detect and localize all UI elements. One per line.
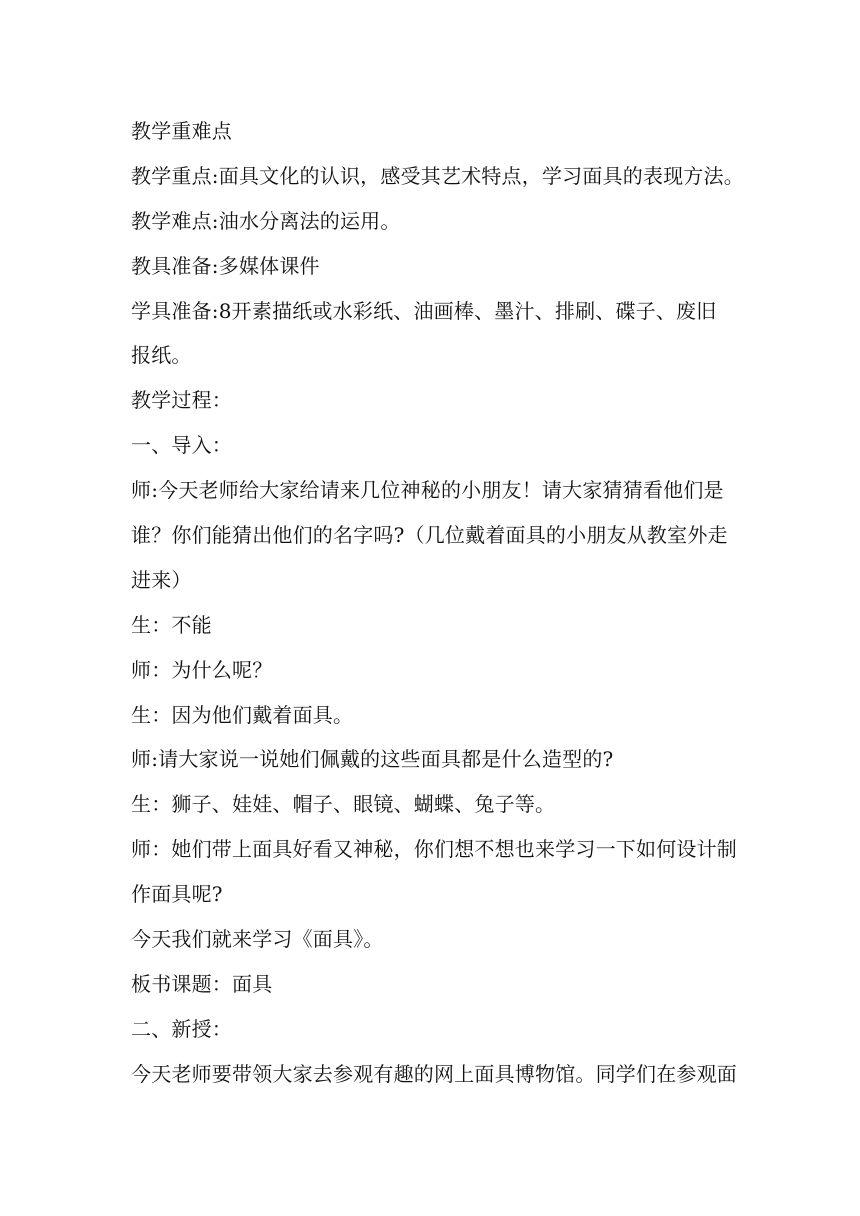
document-body xyxy=(131,109,744,1097)
text-line: 教学重点:面具文化的认识，感受其艺术特点，学习面具的表现方法。 xyxy=(131,163,744,188)
text-line: 作面具呢? xyxy=(131,882,223,907)
text-line: 生：因为他们戴着面具。 xyxy=(131,702,354,727)
text-line: 师:请大家说一说她们佩戴的这些面具都是什么造型的? xyxy=(131,747,614,772)
text-line: 板书课题：面具 xyxy=(131,971,273,996)
text-line: 报纸。 xyxy=(131,343,192,368)
text-line: 生：不能 xyxy=(131,612,212,637)
section-heading-new-lesson: 二、新授： xyxy=(131,1016,232,1041)
text-line: 师：她们带上面具好看又神秘，你们想不想也来学习一下如何设计制 xyxy=(131,837,737,862)
text-line: 今天老师要带领大家去参观有趣的网上面具博物馆。同学们在参观面 xyxy=(131,1061,737,1086)
text-line: 师:今天老师给大家给请来几位神秘的小朋友！请大家猜猜看他们是 xyxy=(131,478,724,503)
text-line: 生：狮子、娃娃、帽子、眼镜、蝴蝶、兔子等。 xyxy=(131,792,556,817)
text-line: 进来） xyxy=(131,567,192,592)
text-line: 教具准备:多媒体课件 xyxy=(131,253,320,278)
text-line: 谁？你们能猜出他们的名字吗?（几位戴着面具的小朋友从教室外走 xyxy=(131,523,728,548)
text-line: 教学难点:油水分离法的运用。 xyxy=(131,208,401,233)
text-line: 学具准备:8开素描纸或水彩纸、油画棒、墨汁、排刷、碟子、废旧 xyxy=(131,298,717,323)
section-heading-key-points: 教学重难点 xyxy=(131,119,232,143)
section-heading-process: 教学过程： xyxy=(131,388,232,413)
text-line: 师：为什么呢？ xyxy=(131,657,273,682)
section-heading-intro: 一、导入： xyxy=(131,433,232,458)
text-line: 今天我们就来学习《面具》。 xyxy=(131,927,384,952)
